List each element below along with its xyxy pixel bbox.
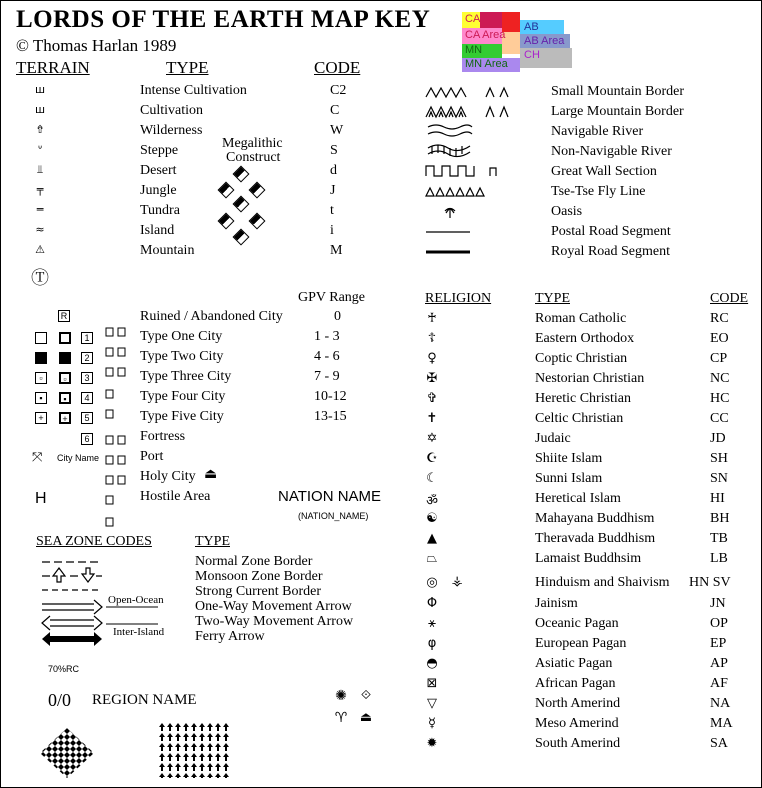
port-anchor-icon: ⤧ <box>32 450 43 465</box>
religion-code-label: JN <box>710 596 726 611</box>
terrain-code-label: M <box>330 243 343 258</box>
religion-type-label: Asiatic Pagan <box>535 656 613 671</box>
island-icon: ≈ <box>35 223 45 236</box>
sea-type-label: Normal Zone Border <box>195 554 313 569</box>
religion-symbol-icon: ☦ <box>427 331 437 346</box>
religion-code-label: CC <box>710 411 729 426</box>
type-three-walled-icon: ▫ <box>59 372 71 384</box>
religion-header: RELIGION <box>425 291 492 306</box>
sea-type-label: Two-Way Movement Arrow <box>195 614 354 629</box>
navigable-river-icon <box>428 125 472 136</box>
religion-code-label: RC <box>710 311 729 326</box>
hindu-extra-icon: ⚶ <box>451 574 463 589</box>
type-one-number-icon: 1 <box>81 332 93 344</box>
religion-code-label: AP <box>710 656 728 671</box>
religion-symbol-icon: ◓ <box>426 656 438 671</box>
great-wall-icon <box>426 166 496 176</box>
religion-type-label: Lamaist Buddhsim <box>535 551 642 566</box>
religion-type-label: Jainism <box>535 596 578 611</box>
terrain-header: TERRAIN <box>16 58 90 77</box>
religion-type-label: South Amerind <box>535 736 621 751</box>
gpv-value: 13-15 <box>314 409 347 424</box>
religion-code-label: SH <box>710 451 728 466</box>
desert-icon: ⫫ <box>36 163 44 176</box>
terrain-type-header: TYPE <box>166 58 209 77</box>
city-type-label: Type Four City <box>140 389 226 404</box>
border-label: Non-Navigable River <box>551 144 672 159</box>
religion-type-label: Sunni Islam <box>535 471 603 486</box>
inter-island-label: Inter-Island <box>113 626 165 638</box>
city-type-label: Ruined / Abandoned City <box>140 309 283 324</box>
religion-type-header: TYPE <box>535 291 570 306</box>
religion-symbol-icon: ✹ <box>426 736 438 751</box>
type-two-number-icon: 2 <box>81 352 93 364</box>
nation-name-sub-label: (NATION_NAME) <box>298 511 369 521</box>
fortress-number-icon: 6 <box>81 433 93 445</box>
type-two-city-icon <box>35 352 47 364</box>
terrain-type-label: Steppe <box>140 143 179 158</box>
legend-ca-label: CA <box>465 13 481 25</box>
terrain-code-label: i <box>330 223 334 238</box>
religion-type-label: Heretical Islam <box>535 491 621 506</box>
city-type-label: Hostile Area <box>140 489 211 504</box>
legend-ab-area-label: AB Area <box>524 35 565 47</box>
religion-symbol-icon: ☾ <box>426 471 438 486</box>
religion-symbol-icon: ☪ <box>426 451 438 466</box>
religion-symbol-icon: ✞ <box>426 391 438 406</box>
religion-type-label: Celtic Christian <box>535 411 624 426</box>
hostile-area-letter: H <box>35 490 47 507</box>
terrain-code-label: C <box>330 103 340 118</box>
religion-code-label: SN <box>710 471 728 486</box>
religion-symbol-icon: ⚹ <box>428 616 436 631</box>
border-label: Oasis <box>551 204 583 219</box>
religion-code-header: CODE <box>710 291 749 306</box>
terrain-code-label: C2 <box>330 83 347 98</box>
border-label: Tse-Tse Fly Line <box>551 184 646 199</box>
terrain-type-label: Jungle <box>140 183 177 198</box>
border-label: Royal Road Segment <box>551 244 670 259</box>
sea-type-label: Strong Current Border <box>195 584 321 599</box>
city-type-label: Holy City <box>140 469 196 484</box>
religion-type-label: African Pagan <box>535 676 616 691</box>
two-way-arrow-icon <box>42 616 102 630</box>
religion-type-label: Coptic Christian <box>535 351 628 366</box>
monsoon-zone-border-icon <box>42 568 102 582</box>
sun-icon: ✺ <box>335 688 347 704</box>
intense-cultivation-icon: ш <box>34 83 46 96</box>
author-credit: © Thomas Harlan 1989 <box>16 36 177 55</box>
gpv-value: 10-12 <box>314 389 347 404</box>
religion-type-label: Mahayana Buddhism <box>535 511 655 526</box>
megalithic-label-line2: Construct <box>226 150 281 165</box>
border-symbols <box>424 82 534 262</box>
religion-symbol-icon: ♀ <box>427 351 437 366</box>
terrain-extra-icon: Ⓣ <box>31 268 49 289</box>
type-four-city-icon: ▪ <box>35 392 47 404</box>
horns-icon: ♈ <box>334 710 348 726</box>
religion-symbol-icon: ♰ <box>427 311 437 326</box>
religion-code-label: MA <box>710 716 733 731</box>
religion-code-label: BH <box>710 511 730 526</box>
city-detail-symbols <box>104 320 134 535</box>
page-title: LORDS OF THE EARTH MAP KEY <box>16 6 431 33</box>
religion-symbol-icon: Φ <box>426 596 438 611</box>
tundra-icon: ═ <box>36 203 44 216</box>
religion-symbol-icon: ◎ <box>426 575 438 590</box>
religion-symbol-icon: ⏢ <box>426 551 438 566</box>
non-navigable-river-icon <box>428 145 470 157</box>
religion-code-label: EP <box>710 636 727 651</box>
terrain-type-label: Intense Cultivation <box>140 83 247 98</box>
border-label: Postal Road Segment <box>551 224 671 239</box>
religion-code-label: OP <box>710 616 728 631</box>
city-type-label: Type Five City <box>140 409 224 424</box>
religion-symbol-icon: ✠ <box>426 371 438 386</box>
border-label: Navigable River <box>551 124 644 139</box>
religion-type-label: North Amerind <box>535 696 621 711</box>
religion-code-label: EO <box>710 331 729 346</box>
religion-code-label: HN SV <box>689 575 731 590</box>
legend-ca-swatch <box>480 12 502 28</box>
religion-type-label: Heretic Christian <box>535 391 632 406</box>
terrain-code-label: t <box>330 203 334 218</box>
terrain-code-label: W <box>330 123 344 138</box>
sea-type-label: One-Way Movement Arrow <box>195 599 352 614</box>
legend-ca-area-label: CA Area <box>465 29 506 41</box>
type-five-city-icon: + <box>35 412 47 424</box>
type-one-city-icon <box>35 332 47 344</box>
religion-code-label: HI <box>710 491 725 506</box>
gpv-value: 4 - 6 <box>314 349 340 364</box>
religion-type-label: European Pagan <box>535 636 627 651</box>
religion-code-label: NA <box>710 696 731 711</box>
religion-type-label: Theravada Buddhism <box>535 531 656 546</box>
terrain-type-label: Mountain <box>140 243 195 258</box>
religion-type-label: Nestorian Christian <box>535 371 645 386</box>
religion-symbol-icon: ✡ <box>426 431 438 446</box>
religion-type-label: Roman Catholic <box>535 311 627 326</box>
type-three-number-icon: 3 <box>81 372 93 384</box>
oasis-icon <box>445 209 455 219</box>
border-label: Great Wall Section <box>551 164 657 179</box>
megalithic-label-line1: Megalithic <box>222 136 283 151</box>
sea-type-label: Ferry Arrow <box>195 629 265 644</box>
religion-symbol-icon: ⊠ <box>426 676 438 691</box>
one-way-arrow-icon <box>42 600 102 614</box>
tse-tse-line-icon <box>426 188 484 196</box>
religion-type-label: Meso Amerind <box>535 716 619 731</box>
large-mountain-border-icon <box>426 107 508 117</box>
color-legend-box <box>462 12 574 72</box>
gpv-value: 1 - 3 <box>314 329 340 344</box>
percent-rc-label: 70%RC <box>48 664 80 674</box>
terrain-type-label: Tundra <box>140 203 180 218</box>
religion-symbol-icon: ▲ <box>427 531 437 546</box>
gpv-range-header: GPV Range <box>298 290 366 305</box>
terrain-type-label: Desert <box>140 163 177 178</box>
religion-symbol-icon: ☿ <box>428 716 436 731</box>
steppe-icon: ᐡ <box>37 143 43 156</box>
gpv-value: 0 <box>334 309 341 324</box>
sea-type-label: Monsoon Zone Border <box>195 569 323 584</box>
zero-ratio-label: 0/0 <box>48 690 72 710</box>
religion-symbol-icon: ॐ <box>426 494 438 509</box>
city-type-label: Port <box>140 449 164 464</box>
type-two-walled-icon <box>59 352 71 364</box>
religion-code-label: LB <box>710 551 728 566</box>
city-name-label: City Name <box>57 453 100 463</box>
holy-city-icon: ⏏ <box>204 466 218 482</box>
religion-code-label: TB <box>710 531 728 546</box>
religion-symbol-icon: ✝ <box>426 411 438 426</box>
type-five-number-icon: 5 <box>81 412 93 424</box>
terrain-code-label: d <box>330 163 337 178</box>
small-mountain-border-icon <box>426 88 508 97</box>
religion-symbol-icon: φ <box>427 636 437 651</box>
city-type-label: Type Two City <box>140 349 224 364</box>
terrain-code-label: S <box>330 143 338 158</box>
religion-symbol-icon: ☯ <box>426 511 438 526</box>
type-four-walled-icon: ▪ <box>59 392 71 404</box>
gpv-value: 7 - 9 <box>314 369 340 384</box>
ruined-city-icon: R <box>58 310 70 322</box>
border-label: Large Mountain Border <box>551 104 684 119</box>
terrain-type-label: Wilderness <box>140 123 203 138</box>
religion-code-label: AF <box>710 676 728 691</box>
dot-pattern-icon <box>40 728 94 778</box>
religion-type-label: Shiite Islam <box>535 451 603 466</box>
legend-ab-label: AB <box>524 21 539 33</box>
type-five-walled-icon: + <box>59 412 71 424</box>
legend-mn-area-label: MN Area <box>465 58 508 70</box>
diamond-dot-icon: ⟐ <box>360 688 372 703</box>
ferry-arrow-icon <box>42 632 102 646</box>
legend-ch-label: CH <box>524 49 540 61</box>
region-name-label: REGION NAME <box>92 692 197 708</box>
border-label: Small Mountain Border <box>551 84 684 99</box>
terrain-code-header: CODE <box>314 58 361 77</box>
religion-code-label: CP <box>710 351 728 366</box>
nation-name-label: NATION NAME <box>278 488 382 505</box>
terrain-type-label: Cultivation <box>140 103 203 118</box>
religion-type-label: Oceanic Pagan <box>535 616 619 631</box>
cultivation-icon: ш <box>34 103 46 116</box>
city-type-label: Fortress <box>140 429 186 444</box>
city-type-label: Type One City <box>140 329 223 344</box>
religion-type-label: Judaic <box>535 431 571 446</box>
sea-type-header: TYPE <box>195 534 230 549</box>
religion-code-label: SA <box>710 736 728 751</box>
religion-code-label: HC <box>710 391 730 406</box>
sea-zone-header: SEA ZONE CODES <box>36 534 152 549</box>
legend-mn-label: MN <box>465 44 483 56</box>
religion-type-label: Hinduism and Shaivism <box>535 575 670 590</box>
open-ocean-label: Open-Ocean <box>108 594 164 606</box>
wilderness-icon: ⇮ <box>35 123 45 136</box>
religion-type-label: Eastern Orthodox <box>535 331 635 346</box>
dome-icon: ⏏ <box>359 710 373 725</box>
mountain-icon: ⚠ <box>35 243 45 256</box>
terrain-type-label: Island <box>140 223 175 238</box>
city-type-label: Type Three City <box>140 369 232 384</box>
type-four-number-icon: 4 <box>81 392 93 404</box>
type-three-city-icon: ▫ <box>35 372 47 384</box>
religion-code-label: JD <box>710 431 726 446</box>
terrain-code-label: J <box>330 183 336 198</box>
religion-code-label: NC <box>710 371 730 386</box>
arrow-pattern-icon <box>158 722 230 778</box>
jungle-icon: ╤ <box>36 183 44 196</box>
religion-symbol-icon: ▽ <box>427 696 437 711</box>
type-one-walled-icon <box>59 332 71 344</box>
